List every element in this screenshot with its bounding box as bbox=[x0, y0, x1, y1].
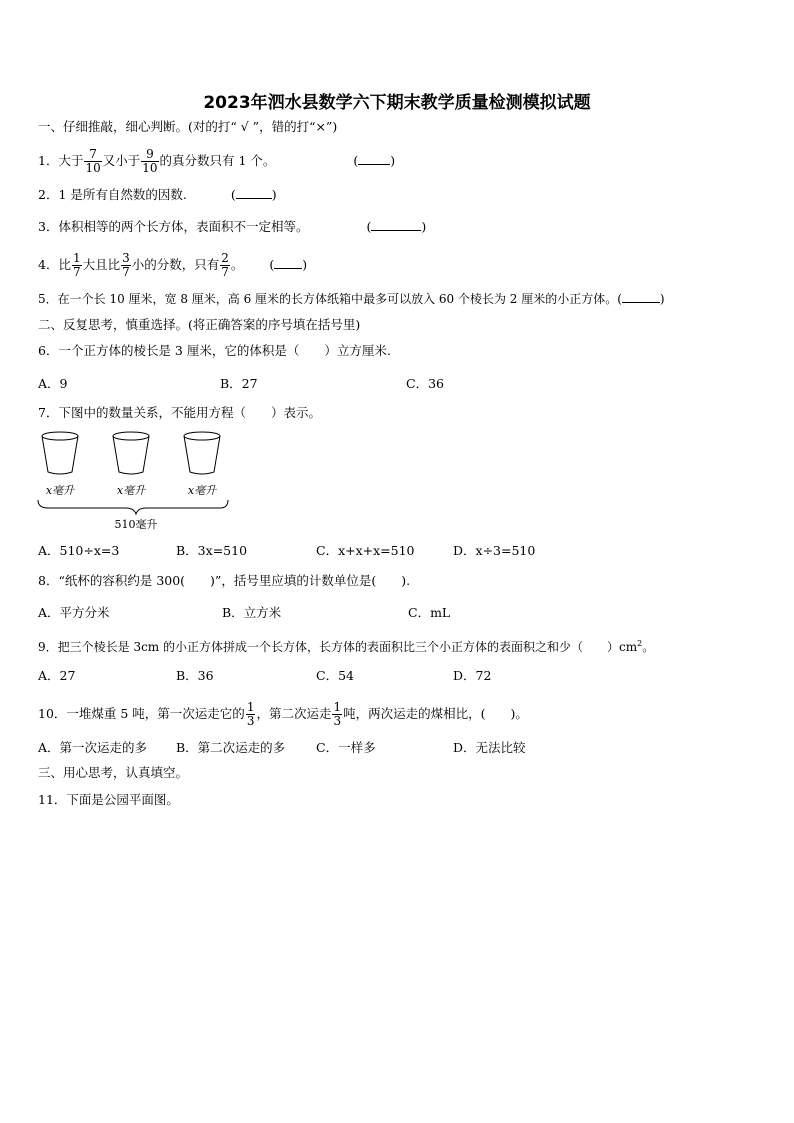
q3-paren-close: ) bbox=[421, 219, 427, 234]
cup-3-label: x毫升 bbox=[187, 484, 217, 497]
q4-f3-num: 2 bbox=[221, 251, 229, 265]
q5-text: 5．在一个长 10 厘米，宽 8 厘米，高 6 厘米的长方体纸箱中最多可以放入 60 个棱长为 2 厘米的小正方体。 bbox=[38, 292, 618, 306]
q10-f2-num: 1 bbox=[333, 700, 342, 714]
q4-answer-blank[interactable] bbox=[274, 256, 302, 269]
q9-text: 9．把三个棱长是 3cm 的小正方体拼成一个长方体，长方体的表面积比三个小正方体的表面积之和少（ ）cm bbox=[38, 640, 638, 654]
question-6: 6．一个正方体的棱长是 3 厘米，它的体积是（ ）立方厘米. bbox=[38, 343, 391, 358]
q1-paren-close: ) bbox=[390, 153, 396, 168]
q4-paren-open: ( bbox=[269, 257, 275, 272]
q1-f1-den: 10 bbox=[85, 161, 101, 175]
q9-option-c[interactable]: C．54 bbox=[316, 668, 354, 683]
question-7: 7．下图中的数量关系，不能用方程（ ）表示。 bbox=[38, 405, 321, 420]
cup-3 bbox=[184, 432, 220, 474]
q10-f2-den: 3 bbox=[333, 714, 342, 728]
q6-option-a[interactable]: A．9 bbox=[38, 376, 68, 391]
q10-mid: ，第二次运走 bbox=[256, 706, 332, 721]
q3-answer-blank[interactable] bbox=[371, 218, 421, 231]
q1-f2-num: 9 bbox=[141, 148, 158, 162]
q1-f2-den: 10 bbox=[142, 161, 158, 175]
question-1 bbox=[38, 148, 395, 175]
section2-heading: 二、反复思考，慎重选择。(将正确答案的序号填在括号里) bbox=[38, 317, 361, 332]
question-11: 11．下面是公园平面图。 bbox=[38, 792, 179, 807]
q4-suffix: 。 bbox=[230, 257, 244, 272]
question-10 bbox=[38, 701, 528, 728]
q10-option-b[interactable]: B．第二次运走的多 bbox=[176, 740, 286, 755]
q4-f1-den: 7 bbox=[72, 265, 81, 279]
q10-option-d[interactable]: D．无法比较 bbox=[453, 740, 526, 755]
q1-prefix: 1．大于 bbox=[38, 153, 84, 168]
q1-mid: 又小于 bbox=[102, 153, 141, 168]
q1-fraction-2 bbox=[141, 148, 158, 175]
cup-1 bbox=[42, 432, 78, 474]
q4-f2-den: 7 bbox=[122, 265, 130, 279]
question-3 bbox=[38, 218, 426, 236]
q6-option-b[interactable]: B．27 bbox=[220, 376, 258, 391]
question-5 bbox=[38, 290, 665, 308]
total-brace bbox=[38, 500, 228, 514]
q9-end: 。 bbox=[642, 640, 655, 654]
question-2 bbox=[38, 186, 277, 204]
total-label: 510毫升 bbox=[114, 518, 158, 531]
q10-fraction-2 bbox=[332, 701, 342, 728]
q10-f1-den: 3 bbox=[246, 714, 255, 728]
q6-option-c[interactable]: C．36 bbox=[406, 376, 444, 391]
q4-f2-num: 3 bbox=[122, 251, 130, 265]
q10-suffix: 吨，两次运走的煤相比，( )。 bbox=[343, 706, 528, 721]
cup-2 bbox=[113, 432, 149, 474]
q3-paren-open: ( bbox=[366, 219, 372, 234]
q9-option-b[interactable]: B．36 bbox=[176, 668, 214, 683]
q2-answer-blank[interactable] bbox=[236, 186, 272, 199]
q10-f1-num: 1 bbox=[246, 700, 255, 714]
q10-option-a[interactable]: A．第一次运走的多 bbox=[38, 740, 148, 755]
question-9 bbox=[38, 635, 654, 656]
section1-heading: 一、仔细推敲，细心判断。(对的打“ √ ”，错的打“×”) bbox=[38, 119, 338, 134]
q9-superscript: 2 bbox=[637, 639, 643, 648]
page-title: 2023年泗水县数学六下期末教学质量检测模拟试题 bbox=[203, 93, 591, 113]
q4-fraction-1 bbox=[72, 252, 82, 279]
q10-prefix: 10．一堆煤重 5 吨，第一次运走它的 bbox=[38, 706, 245, 721]
q4-f3-den: 7 bbox=[221, 265, 229, 279]
q4-fraction-3 bbox=[220, 252, 230, 279]
q4-mid2: 小的分数，只有 bbox=[131, 257, 220, 272]
q4-f1-num: 1 bbox=[72, 251, 81, 265]
q1-paren-open: ( bbox=[353, 153, 359, 168]
q9-option-d[interactable]: D．72 bbox=[453, 668, 492, 683]
q8-option-b[interactable]: B．立方米 bbox=[222, 605, 282, 620]
q7-option-c[interactable]: C．x+x+x=510 bbox=[316, 543, 415, 558]
q5-answer-blank[interactable] bbox=[622, 290, 660, 303]
cups-figure bbox=[32, 428, 242, 538]
q1-suffix: 的真分数只有 1 个。 bbox=[159, 153, 276, 168]
question-8: 8．“纸杯的容积约是 300( )”，括号里应填的计数单位是( ). bbox=[38, 573, 411, 588]
q2-paren-close: ) bbox=[271, 187, 277, 202]
cup-2-label: x毫升 bbox=[116, 484, 146, 497]
q7-option-d[interactable]: D．x÷3=510 bbox=[453, 543, 536, 558]
q2-text: 2．1 是所有自然数的因数. bbox=[38, 187, 187, 202]
q1-answer-blank[interactable] bbox=[358, 152, 390, 165]
q4-mid: 大且比 bbox=[82, 257, 121, 272]
q2-paren-open: ( bbox=[230, 187, 236, 202]
q10-fraction-1 bbox=[246, 701, 256, 728]
q9-option-a[interactable]: A．27 bbox=[38, 668, 76, 683]
q8-option-a[interactable]: A．平方分米 bbox=[38, 605, 110, 620]
q1-f1-num: 7 bbox=[84, 148, 101, 162]
q7-option-a[interactable]: A．510÷x=3 bbox=[38, 543, 120, 558]
q3-text: 3．体积相等的两个长方体，表面积不一定相等。 bbox=[38, 219, 309, 234]
q4-prefix: 4．比 bbox=[38, 257, 71, 272]
q4-fraction-2 bbox=[121, 252, 131, 279]
section3-heading: 三、用心思考，认真填空。 bbox=[38, 765, 189, 780]
q10-option-c[interactable]: C．一样多 bbox=[316, 740, 376, 755]
q5-paren-open: ( bbox=[617, 292, 622, 306]
q5-paren-close: ) bbox=[659, 292, 665, 306]
cup-1-label: x毫升 bbox=[45, 484, 75, 497]
q7-option-b[interactable]: B．3x=510 bbox=[176, 543, 248, 558]
q1-fraction-1 bbox=[84, 148, 101, 175]
q4-paren-close: ) bbox=[302, 257, 308, 272]
question-4 bbox=[38, 252, 307, 279]
q8-option-c[interactable]: C．mL bbox=[408, 605, 451, 620]
